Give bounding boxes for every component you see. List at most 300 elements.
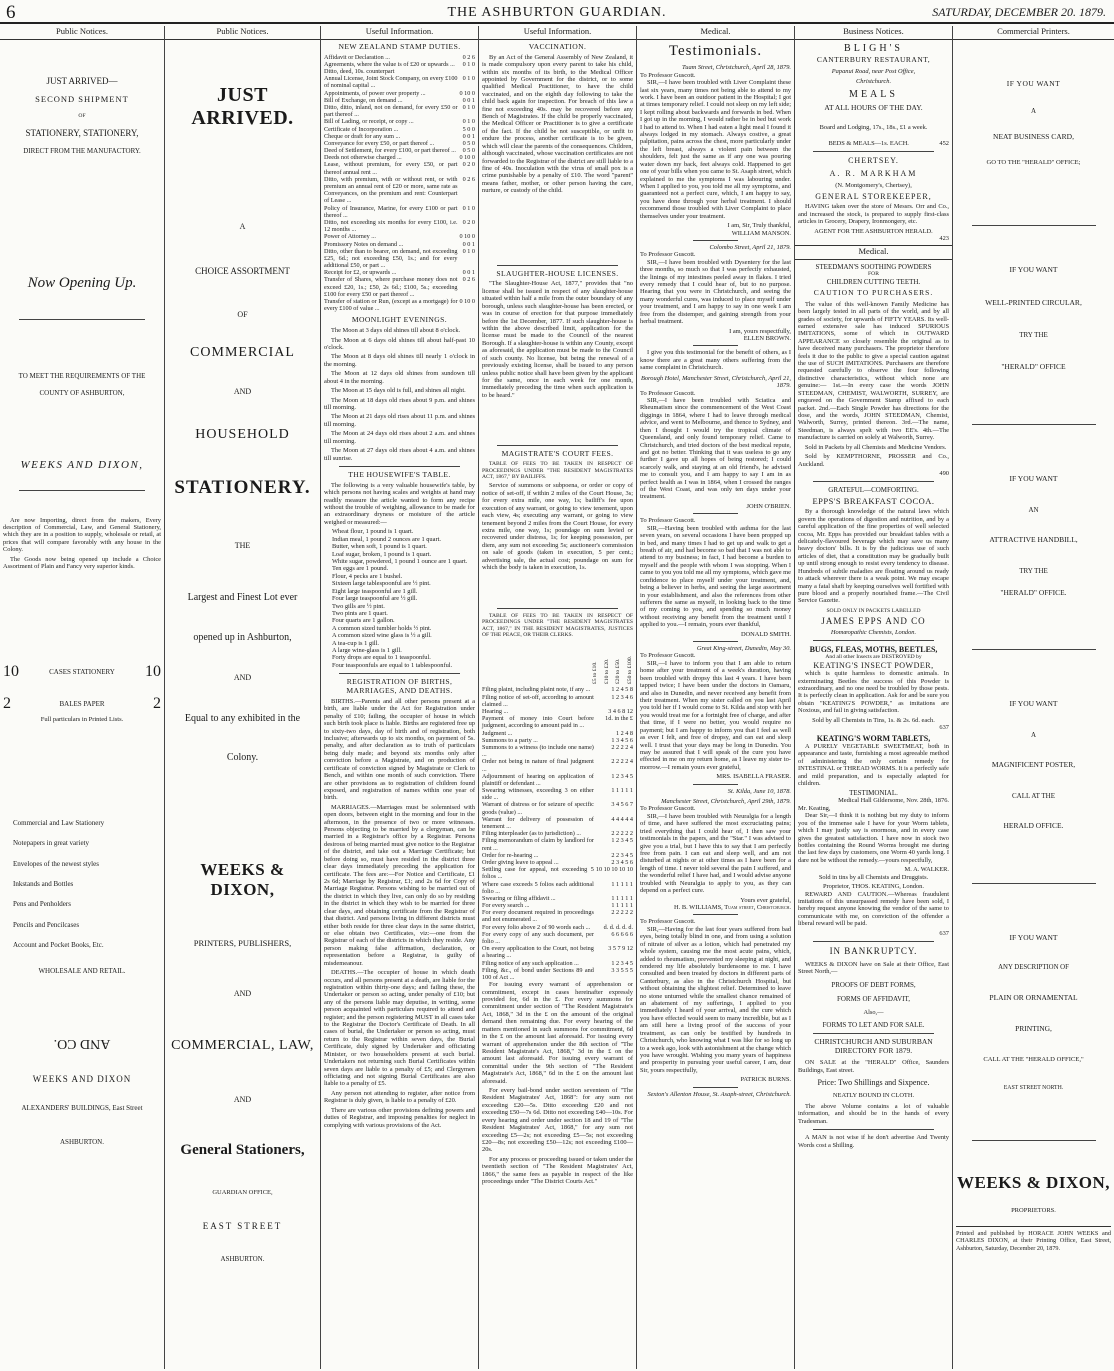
column-useful-information-2 <box>478 26 636 1369</box>
ad-line: ANY DESCRIPTION OF <box>998 964 1069 972</box>
fee-item: Filing notice of set-off, according to amount claimed ... <box>482 693 594 708</box>
ad-line: NEAT BUSINESS CARD, <box>993 131 1074 141</box>
ad-line: IF YOU WANT <box>1009 699 1058 709</box>
letter-address: Sexton's Allenton House, St. Asaph-street, Christchurch. <box>647 1090 791 1098</box>
ad-line: IF YOU WANT <box>1006 78 1061 88</box>
notice-text: Are now Importing, direct from the makers, Every description of Commercial, Law, and General Stationery, which they are in a position to supply, wholesale or retail, at prices that will compare favorably with any house in the Colony. <box>3 516 161 554</box>
fee-amounts: 1 2 3 4 5 <box>611 837 633 845</box>
duty-item: Agreements, where the value is of £20 or upwards ... <box>324 60 455 68</box>
table-row <box>482 837 633 851</box>
letter-closing: Yours ever grateful, <box>740 896 791 904</box>
ad-text: Dear Sir,—I think it is nothing but my duty to inform you of the immense sale I have for your Worm tablets, which I may justly say is enormous, and in every case gives the greatest satisfaction. I have now in stock two bottles containing the Round Worms brought me during the last few days by customers, one Worm 40 yards long. I dare not be without the remedy.—yours respectfully, <box>798 812 949 864</box>
notice-line: PRINTERS, PUBLISHERS, <box>193 938 292 949</box>
housewife-entry: Butter, when soft, 1 pound is 1 quart. <box>332 543 427 551</box>
fee-amounts: d. d. d. d. d. <box>603 923 633 931</box>
firm-name: WEEKS AND DIXON, <box>20 458 144 471</box>
notice-line: STATIONERY, STATIONERY, <box>25 127 139 138</box>
ad-line: And all other Insects are DESTROYED by <box>825 654 922 661</box>
ad-text: The value of this well-known Family Medicine has been largely tested in all parts of the world, and by all grades of society, for upwards of FIFTY YEARS. Its well-earned extensive sale has induced SPURIOUS IMITATIONS, some of which in OUTWARD APPEARANCE so closely resemble the original as to have deceived many purchasers. The proprietor therefore feels it due to the public to give a special caution against the use of SUCH IMITATIONS. Purchasers are therefore requested carefully to observe the four following distinctive characteristics, without which none are genuine:— 1st.—In every case the words JOHN STEEDMAN, CHEMIST, WALWORTH, SURREY, are engraved on the Government Stamp affixed to each packet. 2nd.—Each Single Powder has directions for the dose, and the words, JOHN STEEDMAN, Chemist, Walworth, Surrey, printed thereon. 3rd.—The name, Steedman, is always spelt with two EE's. 4th.—The manufacture is carried on solely at Walworth, Surrey. <box>798 300 949 442</box>
ad-ref-number: 452 <box>939 139 949 147</box>
notice-line: COMMERCIAL <box>190 345 295 361</box>
fee-item: Summons to a witness (to include one name) ... <box>482 743 594 759</box>
fee-item: Warrant for delivery of possession of tenement ... <box>482 815 594 831</box>
letter-signature: JOHN O'BRIEN. <box>746 502 791 510</box>
letter-body: SIR,—Having for the last four years suffered from bad eyes, being totally blind in one, and from using a solution of nitrate of silver as a lotion, which had penetrated my whole system, causing me the most acute pains, which, added to rheumatism, prevented my sleeping at night, and rendered my life absolutely burdensome to me. I have consulted and been treated by doctors in different parts of Canterbury, as also in the Christchurch Hospital, but without obtaining the slightest relief. Determined to leave no stone unturned while the smallest chance remained of an abatement of my sufferings, I applied to you immediately I heard of your arrival, and the cure which you have effected would seem to many incredible, but as I am still here a living proof of the success of your treatment, as can only be testified by hundreds in Christchurch, who knowing what I was like for so long up to a week ago, look with astonishment at the change which you have wrought. Wishing you many years of happiness and prosperity in pursuing your useful career, I am, dear Sir, yours respectfully, <box>640 925 791 1074</box>
column-business-notices <box>794 26 952 1369</box>
fee-amounts: 1 2 3 4 5 <box>611 772 633 780</box>
notice-line: COUNTY OF ASHBURTON, <box>39 388 125 397</box>
housewife-entry: Forty drops are equal to 1 teaspoonful. <box>332 654 431 662</box>
fee-amounts: 1 2 4 8 <box>615 729 633 737</box>
column-heading: Public Notices. <box>0 26 164 40</box>
duty-item: Certificate of Incorporation ... <box>324 125 399 133</box>
divider <box>693 513 738 514</box>
duty-amount: 0 1 0 <box>462 118 475 126</box>
divider <box>693 240 738 241</box>
firm-name: WEEKS & DIXON, <box>957 1173 1110 1193</box>
section-title: MOONLIGHT EVENINGS. <box>351 315 448 325</box>
duty-amount: 0 10 0 <box>459 154 475 162</box>
ad-text: A MAN is not wise if he don't advertise And Twenty Words cost a Shilling. <box>798 1134 949 1149</box>
duty-item: Cheque or draft for any sum ... <box>324 132 401 140</box>
section-subtitle: TABLE OF FEES TO BE TAKEN IN RESPECT OF PROCEEDINGS UNDER "THE RESIDENT MAGISTRATES ACT, 1867," IN THE RESIDENT MAGISTRATES, JUSTICES OF THE PEACE, OR THEIR CLERKS. <box>482 612 633 638</box>
column-useful-information-1 <box>320 26 478 1369</box>
court-fees-table <box>482 686 633 981</box>
moon-entry: The Moon at 6 days old shines till about half-past 10 o'clock. <box>324 336 475 352</box>
duty-item: Bill of Lading, or receipt, or copy ... <box>324 118 414 126</box>
ad-line: IF YOU WANT <box>1009 264 1058 274</box>
housewife-entry: Four quarts are 1 gallon. <box>332 617 395 625</box>
ad-line: Board and Lodging, 17s., 18s., £1 a week. <box>819 124 928 132</box>
stock-item: Pencils and Pencilcases <box>13 920 80 929</box>
table-row <box>324 219 475 233</box>
column-medical-testimonials <box>636 26 794 1369</box>
fee-item: Judgment ... <box>482 729 513 737</box>
notice-line: opened up in Ashburton, <box>193 631 292 643</box>
letter-address: Tuam Street, Christchurch, April 28, 1879. <box>682 64 791 72</box>
letter-signature: PATRICK BURNS. <box>740 1076 791 1084</box>
section-title: VACCINATION. <box>528 41 587 51</box>
fee-item: For every copy of any such document, per folio ... <box>482 930 594 946</box>
duty-item: Power of Attorney ... <box>324 233 376 241</box>
fee-amounts: 1 1 1 1 1 <box>611 894 633 902</box>
section-title: Testimonials. <box>668 42 763 59</box>
fee-amounts: 3 4 6 8 12 <box>608 708 633 716</box>
letter-address: St. Kilda, June 10, 1878. <box>727 787 791 795</box>
moon-entry: The Moon at 12 days old shines from sundown till about 4 in the morning. <box>324 370 475 385</box>
divider <box>497 445 618 446</box>
count: 2 <box>3 695 11 713</box>
fee-amounts: 2 2 2 2 2 <box>611 909 633 917</box>
ad-text: which is quite harmless to domestic animals. In exterminating Beetles the success of this Powder is extraordinary, and no one need be troubled by those pests. It is perfectly clean in application. Ask for and be sure you obtain "KEATING'S POWDER," as imitations are Noxious, and fail in giving satisfaction. <box>798 670 949 715</box>
notice-headline: JUST ARRIVED. <box>191 83 294 130</box>
divider <box>497 265 618 266</box>
housewife-entry: Two pints are 1 quart. <box>332 609 388 617</box>
notice-line: AND <box>233 673 252 683</box>
ad-line: TESTIMONIAL. <box>849 789 898 798</box>
ad-text: Sold by KEMPTHORNE, PROSSER and Co., Auckland. <box>798 453 949 468</box>
ad-line: Homœopathic Chemists, London. <box>830 628 917 636</box>
letter-signature: H. B. WILLIAMS, Tuam street, Christchurch. <box>674 903 791 911</box>
divider <box>972 225 1096 226</box>
issue-date: SATURDAY, DECEMBER 20. 1879. <box>932 5 1106 19</box>
fee-column-header: £5 to £10. <box>592 661 599 685</box>
duty-amount: 0 1 0 <box>462 75 475 83</box>
notice-line: OF <box>78 113 86 120</box>
ad-line: (N. Montgomery's, Chertsey), <box>835 181 912 189</box>
ad-line: "HERALD" OFFICE. <box>1000 587 1067 597</box>
table-row <box>324 205 475 219</box>
fee-amounts: 3 5 7 9 12 <box>608 945 633 953</box>
fee-item: Swearing witnesses, exceeding 3 on either side ... <box>482 787 594 802</box>
notice-line: SECOND SHIPMENT <box>35 94 129 105</box>
fee-amounts: 2 3 4 5 6 <box>611 858 633 866</box>
fee-column-header: £10 to £20. <box>603 659 610 685</box>
ad-line: Medical Hall Gildersome, Nov. 28th, 1876. <box>838 797 949 805</box>
fee-amounts: 1 1 1 1 1 <box>611 787 633 795</box>
duty-amount: 0 0 1 <box>462 240 475 248</box>
table-row <box>482 945 633 959</box>
ad-line: AN <box>1028 505 1039 514</box>
ad-text: A PURELY VEGETABLE SWEETMEAT, both in appearance and taste, furnishing a most agreeable method of administering the only certain remedy for INTESTINAL or THREAD WORMS. It is a perfectly safe and mild preparation, and is especially adapted for children. <box>798 742 949 787</box>
table-row <box>324 276 475 298</box>
ad-text: By a thorough knowledge of the natural laws which govern the operations of digestion and nutrition, and by a careful application of the fine properties of well selected cocoa, Mr. Epps has provided our breakfast tables with a delicately-flavoured beverage which may save us many heavy doctors' bills. It is by the judicious use of such articles of diet, that a constitution may be gradually built up until strong enough to resist every tendency to disease. Hundreds of subtle maladies are floating around us ready to attack wherever there is a weak point. We may escape many a fatal shaft by keeping ourselves well fortified with pure blood and a properly nourished frame.—The Civil Service Gazette. <box>798 508 949 605</box>
ad-line: TRY THE <box>1019 566 1048 575</box>
table-row <box>482 866 633 880</box>
ad-line: Papanui Road, near Post Office, <box>831 68 916 76</box>
housewife-entry: Four teaspoonfuls are equal to 1 tablespoonful. <box>332 661 453 669</box>
letter-body: SIR,—I have been troubled with Neuralgia for a length of time, and have suffered the most excruciating pains; tried everything that I could hear of, I then saw your testimonials in the papers, and the "Star." I was advised to give you a trial, but I have this to say that I am perfectly free from pain. I can eat and sleep well, and am not disturbed at nights or at other times as I have been for a length of time. I never told several the pain I suffered, and the wonderful relief I have had, and I would advise anyone troubled with Neuralgia to apply to you, as they can depend on a perfect cure. <box>640 812 791 895</box>
table-row <box>482 708 633 715</box>
fee-amounts: 3 4 5 6 7 <box>611 801 633 809</box>
fee-item: Filing notice of any such application ... <box>482 959 579 967</box>
duty-amount: 0 1 0 <box>462 103 475 111</box>
section-title: REGISTRATION OF BIRTHS, MARRIAGES, AND DEATHS. <box>346 677 453 696</box>
duty-item: Policy of Insurance, Marine, for every £100 or part thereof ... <box>324 204 458 219</box>
section-text: "The Slaughter-House Act, 1877," provides that "no license shall be issued in respect of any slaughter-house situated within half a mile from the outer boundary of any borough, unless such slaughter-house has been erected, or was in course of erection for that purpose immediately before the 1st December, 1877. If such slaughter-house is within the above described limit, application for the license must be made to the Council of the nearest Borough. If a slaughter-house is within any County, except as aforesaid, the application must be made to the Council of such county. No license, but being the renewal of a previously existing license, shall be issued to any person unless public notice shall have been given by the applicant for the same, once in each week for one month, immediately preceding the time when such application is to be heard." <box>482 280 633 399</box>
duty-item: Lease, without premium, for every £50, or part thereof annual rent ... <box>324 161 458 176</box>
fee-item: Filing, &c., of bond under Sections 89 and 100 of Act ... <box>482 966 594 981</box>
table-row <box>482 960 633 967</box>
column-public-notices-2 <box>164 26 320 1369</box>
fee-amounts: 1 2 3 4 6 <box>611 693 633 701</box>
fee-item: Order giving leave to appeal ... <box>482 858 559 866</box>
housewife-entry: Loaf sugar, broken, 1 pound is 1 quart. <box>332 550 432 558</box>
letter-signature: DONALD SMITH. <box>740 630 791 638</box>
duty-item: Ditto, other than to bearer, on demand, not exceeding £25, 6d.; not exceeding £50, 1s.; and for every additional £50, or part ... <box>324 247 458 270</box>
duty-amount: 0 0 1 <box>462 132 475 140</box>
notice-line: General Stationers, <box>180 1141 305 1158</box>
fee-amounts: 2 2 2 2 2 <box>611 830 633 838</box>
column-commercial-printers <box>952 26 1114 1369</box>
registration-paragraph: MARRIAGES.—Marriages must be solemnised with open doors, between eight in the morning and four in the afternoon, in the presence of two or more witnesses. Persons objecting to be married by a clergyman, can be married in a Registrar's office by a Registrar. Persons desirous of being married must give notice to the Registrar of the district, and take out a Marriage Certificate; but before doing so, must have resided in the district three clear days immediately preceding the application for certificate. The fees are:—For Notice and Certificate, £1 2s 6d; Marriage by Registrar, £1; and 2s 6d for Copy of Marriage Registrar. Persons wishing to be married out of the district in which they live, can only do so by residing in the district in which they wish to be married for three clear days, and obtaining certificate from the Registrar of that district. And persons living in different districts must either both reside for three clear days in the same district, or else obtain two Certificates, viz:—one from the Registrar of each of the districts in which they reside. Any person making false affirmation, declaration, or representation before a Registrar, is guilty of misdemeanour. <box>324 803 475 967</box>
table-row <box>482 881 633 895</box>
letter-recipient: To Professor Guscott. <box>640 71 696 79</box>
masthead <box>0 0 1114 24</box>
moon-list <box>324 327 475 462</box>
moon-entry: The Moon at 27 days old rises about 4 a.m. and shines till sunrise. <box>324 447 475 462</box>
table-row <box>324 54 475 61</box>
count: 10 <box>3 662 19 680</box>
registration-paragraph: There are various other provisions defining powers and duties of Registrar, and imposing penalties for neglect in complying with various provisions of the Act. <box>324 1106 475 1129</box>
section-title: SLAUGHTER-HOUSE LICENSES. <box>496 268 619 278</box>
fee-amounts: 1 1 1 1 1 <box>611 902 633 910</box>
testimonial-letter <box>640 918 791 1083</box>
fee-column-header: £50 to £100. <box>626 656 633 685</box>
notice-line: OF <box>237 309 248 319</box>
divider <box>693 784 738 785</box>
table-row <box>482 686 633 693</box>
ad-line: Proprietor, THOS. KEATING, London. <box>823 883 924 891</box>
letter-body: SIR,—Having been troubled with asthma for the last seven years, on several occasions I have been propped up in bed, and many times I had to get up and walk to get a breath of air, and had become so bad that I was not able to attend to my business; in fact, I had become a burden to myself and the people with whom I was stopping. When I came to you you told me all my symptoms, which gave me confidence to place myself under your treatment, and, being a believer in herbs, and seeing the large assortment in your establishment, and also the references from other sufferers the same as myself, in looking back to the time of my coming to you, and spending so much money without receiving any benefit from the treatment until I applied to you.—I remain, yours ever thankful, <box>640 524 791 629</box>
duty-item: Bill of Exchange, on demand ... <box>324 96 403 104</box>
ad-line: Mr. Keating, <box>798 804 831 812</box>
table-row <box>482 967 633 981</box>
letter-body: SIR,—I have been troubled with Dysentery for the last three months, so much so that I was perfectly exhausted, the linings of my intestines peeled away in flakes. I tried every remedy that I could hear of, but to no purpose. Hearing that you were in Christchurch, and seeing the many wonderful cures, was induced to place myself under your treatment, and I am happy to say in one week I am free from the distemper, and gaining strength from your herbal treatment. <box>640 258 791 326</box>
ad-line: NEATLY BOUND IN CLOTH. <box>832 1091 915 1099</box>
duty-amount: 0 10 0 <box>459 298 475 306</box>
table-row <box>324 233 475 240</box>
duty-amount: 0 5 0 <box>462 139 475 147</box>
moon-entry: The Moon at 18 days old rises about 9 p.m. and shines till morning. <box>324 396 475 411</box>
ad-line: SOLD ONLY IN PACKETS LABELLED <box>826 607 921 614</box>
fee-item: On every application to the Court, not being a hearing ... <box>482 945 594 960</box>
ad-line: AT ALL HOURS OF THE DAY. <box>824 102 923 112</box>
table-row <box>324 161 475 175</box>
duty-item: Affidavit or Declaration ... <box>324 53 390 61</box>
housewife-entry: Two gills are ½ pint. <box>332 602 385 610</box>
duty-amount: 0 2 0 <box>462 218 475 226</box>
fee-column-headers <box>482 640 633 684</box>
letter-signature: MRS. ISABELLA FRASER. <box>716 773 791 781</box>
ad-line: Sold in tins by all Chemists and Druggists. <box>818 873 929 881</box>
duty-amount: 0 1 0 <box>462 60 475 68</box>
duty-item: Ditto, deed, 10s. counterpart <box>324 68 395 76</box>
testimonial-letter <box>640 64 791 237</box>
fee-item: Order not being in nature of final judgment ... <box>482 758 594 773</box>
letter-body: SIR,—I have been troubled with Sciatica and Rheumatism since the commencement of the West Coast diggings in 1864, where I had to leave through medical advice, and went to Melbourne, and thence to Sydney, and then I thought I would try the tropical climate of Queensland, and only found temporary relief. Came to Christchurch, and tried doctors of the best medical repute, and got no better. Thinking that it was useless to go any further I gave up all hopes of being restored; I could scarcely walk, and staying at an old friend's, he advised me to consult you, and I am happy to say I am in as perfect health as I was in 1864, when I crossed the ranges of the West Coast, and was only ten days under your treatment. <box>640 396 791 501</box>
moon-entry: The Moon at 15 days old is full, and shines all night. <box>331 387 466 395</box>
duty-amount: 0 2 6 <box>462 53 475 61</box>
fee-item: For every folio above 2 of 90 words each ... <box>482 923 591 931</box>
letter-closing: I am, yours respectfully, <box>729 327 791 335</box>
fee-amounts: 1 2 4 5 8 <box>611 686 633 694</box>
table-row <box>324 241 475 248</box>
ad-headline: CHRISTCHURCH AND SUBURBAN DIRECTORY FOR 1879. <box>814 1037 933 1055</box>
table-row <box>324 68 475 75</box>
testimonial-letter <box>640 349 791 371</box>
table-row <box>482 730 633 737</box>
letter-recipient: To Professor Guscott. <box>640 517 696 525</box>
stamp-duties-table <box>324 54 475 313</box>
divider <box>972 649 1096 650</box>
column-heading: Public Notices. <box>165 26 320 40</box>
housewife-entry: Ten eggs are 1 pound. <box>332 565 389 573</box>
section-title: MAGISTRATE'S COURT FEES. <box>501 449 614 459</box>
duty-amount: 0 0 1 <box>462 96 475 104</box>
ad-line: TRY THE <box>1019 331 1048 340</box>
moon-entry: The Moon at 3 days old shines till about 8 o'clock. <box>331 327 461 335</box>
ad-line: FOR <box>868 271 879 278</box>
fee-item: For every search ... <box>482 902 530 910</box>
ad-headline: CAUTION TO PURCHASERS. <box>813 288 934 297</box>
ad-line: WELL-PRINTED CIRCULAR, <box>985 297 1082 307</box>
letter-recipient: To Professor Guscott. <box>640 251 696 259</box>
registration-paragraph: Any person not attending to register, after notice from Registrar is duly given, is liable to a penalty of £20. <box>324 1089 475 1105</box>
fee-item: Where case exceeds 5 folios each additional folio ... <box>482 880 594 895</box>
column-heading: Business Notices. <box>795 26 952 40</box>
housewife-entry: White sugar, powdered, 1 pound 1 ounce are 1 quart. <box>332 557 468 565</box>
fee-amounts: 2 2 2 2 4 <box>611 758 633 766</box>
duty-amount: 0 5 0 <box>462 147 475 155</box>
table-row <box>324 126 475 133</box>
column-heading: Useful Information. <box>479 26 636 40</box>
firm-name: WEEKS & DIXON, <box>200 859 285 899</box>
letter-closing: I am, Sir, Truly thankful, <box>727 222 791 230</box>
table-row <box>482 816 633 830</box>
ad-headline: KEATING'S INSECT POWDER, <box>813 660 934 670</box>
ad-text: The above Volume contains a lot of valuable information, and should be in the hands of every Tradesman. <box>798 1103 949 1125</box>
fee-amounts: 1 2 3 4 5 <box>611 959 633 967</box>
ad-line: PROOFS OF DEBT FORMS, <box>831 981 916 990</box>
notice-headline: STATIONERY. <box>174 476 311 498</box>
fee-amounts: 6 6 6 6 6 <box>611 930 633 938</box>
duty-amount: 0 1 0 <box>462 204 475 212</box>
ad-line: BEDS & MEALS—1s. EACH. <box>828 139 909 147</box>
duty-item: Promissory Notes on demand ... <box>324 240 404 248</box>
fee-item: Order for re-hearing ... <box>482 851 539 859</box>
table-row <box>482 787 633 801</box>
signature: M. A. WALKER. <box>904 866 949 874</box>
testimonial-letter <box>640 645 791 781</box>
fee-item: Swearing or filing affidavit ... <box>482 894 556 902</box>
fee-notes <box>482 981 633 1185</box>
column-subheading: Medical. <box>795 245 952 260</box>
table-row <box>324 248 475 270</box>
fee-amounts: 10 10 10 10 10 <box>595 866 633 874</box>
divider <box>813 640 934 641</box>
testimonial-letters <box>640 64 791 1098</box>
housewife-entry: A tea-cup is 1 gill. <box>332 639 380 647</box>
notice-line: CASES STATIONERY <box>49 667 115 676</box>
notice-line: AND CO. <box>53 1036 111 1052</box>
ad-text: ON SALE at the "HERALD" Office, Saunders Buildings, East street. <box>798 1059 949 1074</box>
housewife-entry: A large wine-glass is 1 gill. <box>332 647 402 655</box>
ad-headline: IN BANKRUPTCY. <box>829 946 918 957</box>
table-row <box>324 154 475 161</box>
ad-line: PLAIN OR ORNAMENTAL <box>989 993 1078 1003</box>
ad-headline: GENERAL STOREKEEPER, <box>815 192 932 202</box>
divider <box>972 424 1096 425</box>
fee-amounts: 2 2 2 2 4 <box>611 743 633 751</box>
housewife-entry: Four large teaspoonful are ½ gill. <box>332 595 418 603</box>
column-public-notices-1 <box>0 26 164 1369</box>
notice-line: AND <box>233 1094 252 1104</box>
divider <box>693 641 738 642</box>
letter-recipient: To Professor Guscott. <box>640 389 696 397</box>
duty-item: Deeds not otherwise charged ... <box>324 154 402 162</box>
duty-item: Transfer of station or Run, (except as a mortgage) for every £100 of value ... <box>324 298 458 313</box>
notice-line: DIRECT FROM THE MANUFACTORY. <box>23 147 141 156</box>
ad-headline: EPPS'S BREAKFAST COCOA. <box>812 495 935 506</box>
ad-text: HAVING taken over the store of Messrs. Orr and Co., and increased the stock, is prepared to supply first-class articles in Grocery, Drapery, Ironmongery, etc. <box>798 203 949 226</box>
housewife-entry: Flour, 4 pecks are 1 bushel. <box>332 572 403 580</box>
duty-item: Ditto, not exceeding six months for every £100, i.e. 12 months ... <box>324 218 458 234</box>
testimonial-letter <box>640 517 791 638</box>
fee-amounts: 2 2 3 4 5 <box>611 851 633 859</box>
fee-item: Payment of money into Court before judgment, according to amount paid in ... <box>482 715 594 730</box>
divider <box>339 673 460 674</box>
notice-line: WHOLESALE AND RETAIL. <box>38 967 126 976</box>
ad-line: CALL AT THE <box>1011 791 1056 800</box>
table-row <box>324 298 475 312</box>
letter-recipient: To Professor Guscott. <box>640 805 696 813</box>
table-row <box>482 715 633 729</box>
table-row <box>324 140 475 147</box>
divider <box>813 1129 934 1130</box>
table-row <box>324 147 475 154</box>
table-row <box>482 909 633 923</box>
section-text: The following is a very valuable housewife's table, by which persons not having scales and weights at hand may readily measure the article wanted to form any recipe without the trouble of weighing, allowance to be made for an extraordinary dryness or moisture of the article weighed or measured:— <box>324 481 475 526</box>
ad-line: A <box>1030 731 1037 740</box>
ad-line: CHILDREN CUTTING TEETH. <box>826 277 921 286</box>
ad-line: A <box>1030 106 1037 115</box>
ad-line: Price: Two Shillings and Sixpence. <box>817 1078 930 1088</box>
ad-line: FORMS OF AFFIDAVIT, <box>836 995 911 1004</box>
ad-line: PROPRIETORS. <box>1011 1206 1056 1214</box>
notice-line: JUST ARRIVED— <box>46 75 118 86</box>
duty-amount: 0 2 0 <box>462 161 475 169</box>
ad-ref-number: 637 <box>939 724 949 732</box>
letter-address: Manchester Street, Christchurch, April 29th, 1879. <box>661 798 791 806</box>
duty-item: Deed of Settlement, for every £100, or part thereof ... <box>324 147 456 155</box>
notice-line: EAST STREET <box>202 1220 283 1231</box>
housewife-entry: Indian meal, 1 pound 2 ounces are 1 quart. <box>332 535 441 543</box>
ad-line: GRATEFUL—COMFORTING. <box>828 486 919 495</box>
fee-item: Summons to a party ... <box>482 736 538 744</box>
fee-column-header: £20 to £50. <box>615 659 622 685</box>
notice-line: Colony. <box>226 752 259 764</box>
count: 2 <box>153 695 161 713</box>
registration-paragraph: BIRTHS.—Parents and all other persons present at a birth, are liable under the Act for Registration under penalty of £10; failing, the occupier of house in which such birth took place is liable. Births are registered free up to sixty-two days, day of birth and of registration, both inclusive; afterwards up to six months, on payment of 5s. penalty, and after declaration as to truth of particulars being duly made; and beyond six months only after conviction before a Magistrate, and on production of certificate of conviction signed by Magistrate or Clerk to Bench, and within one month of such conviction. There are other provisions as to registration of children found exposed, and registration of names within one year of birth. <box>324 697 475 802</box>
ad-ref-number: 423 <box>939 235 949 243</box>
duty-amount: 0 0 1 <box>462 269 475 277</box>
housewife-entry: Sixteen large tablespoonful are ½ pint. <box>332 580 431 588</box>
duty-amount: 0 1 0 <box>462 247 475 255</box>
fee-item: Warrant of distress or for seizure of specific goods (value) ... <box>482 801 594 816</box>
table-row <box>482 859 633 866</box>
ad-line: CANTERBURY RESTAURANT, <box>816 55 931 65</box>
duty-item: Receipt for £2, or upwards ... <box>324 269 397 277</box>
duty-amount: 0 10 0 <box>459 233 475 241</box>
table-row <box>324 90 475 97</box>
moon-entry: The Moon at 8 days old shines till nearly 1 o'clock in the morning. <box>324 353 475 368</box>
fee-item: For every document required in proceedings and not enumerated ... <box>482 909 594 924</box>
ad-line: Sold by all Chemists in Tins, 1s. & 2s. 6d. each. <box>812 716 935 724</box>
fee-item: Hearing ... <box>482 708 509 716</box>
ad-headline: CHERTSEY. <box>848 156 899 166</box>
notice-line: HOUSEHOLD <box>195 426 290 442</box>
table-row <box>324 176 475 205</box>
duty-amount: 5 0 0 <box>462 125 475 133</box>
divider <box>813 941 934 942</box>
fee-item: Settling case for appeal, not exceeding 5 folios ... <box>482 866 594 881</box>
notice-line: ASHBURTON. <box>60 1138 104 1147</box>
housewife-entry: Eight large teaspoonful are 1 gill. <box>332 587 418 595</box>
section-title: NEW ZEALAND STAMP DUTIES. <box>338 41 461 51</box>
notice-line: AND <box>233 387 252 397</box>
table-row <box>324 75 475 89</box>
